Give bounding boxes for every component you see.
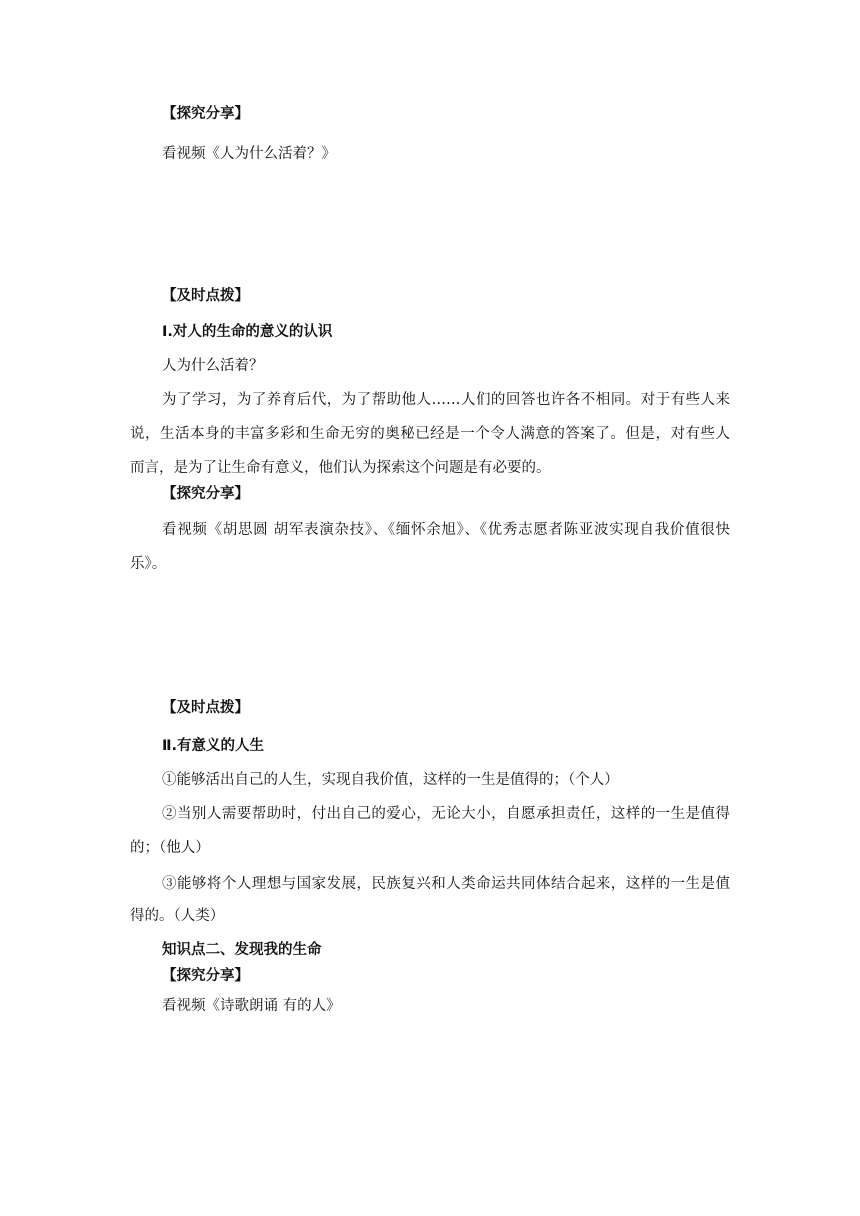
explore-text-3: 看视频《诗歌朗诵 有的人》 xyxy=(162,998,341,1014)
point-2-title: Ⅱ.有意义的人生 xyxy=(162,738,265,754)
point-2-item-2-line-1: ②当别人需要帮助时，付出自己的爱心，无论大小，自愿承担责任，这样的一生是值得 xyxy=(162,806,730,822)
point-1-paragraph-line-1: 为了学习，为了养育后代，为了帮助他人……人们的回答也许各不相同。对于有些人来 xyxy=(162,392,730,408)
explore-text-2-line-2: 乐》。 xyxy=(130,556,167,572)
explore-heading-2: 【探究分享】 xyxy=(162,486,249,502)
point-1-paragraph-line-2: 说，生活本身的丰富多彩和生命无穷的奥秘已经是一个令人满意的答案了。但是，对有些人 xyxy=(130,426,730,442)
explore-text-1: 看视频《人为什么活着？》 xyxy=(162,146,336,162)
point-2-item-3-line-1: ③能够将个人理想与国家发展，民族复兴和人类命运共同体结合起来，这样的一生是值 xyxy=(162,876,730,892)
explore-heading-3: 【探究分享】 xyxy=(162,968,249,984)
explore-text-2-line-1: 看视频《胡思圆 胡军表演杂技》、《缅怀余旭》、《优秀志愿者陈亚波实现自我价值很快 xyxy=(162,522,730,538)
explore-heading-1: 【探究分享】 xyxy=(162,106,249,122)
point-1-paragraph-line-3: 而言，是为了让生命有意义，他们认为探索这个问题是有必要的。 xyxy=(130,460,551,476)
tip-heading-2: 【及时点拨】 xyxy=(162,700,249,716)
point-1-title: Ⅰ.对人的生命的意义的认识 xyxy=(162,324,333,340)
tip-heading-1: 【及时点拨】 xyxy=(162,288,249,304)
knowledge-point-2-title: 知识点二、发现我的生命 xyxy=(162,942,322,958)
point-2-item-2-line-2: 的；（他人） xyxy=(130,840,210,856)
point-1-question: 人为什么活着？ xyxy=(162,358,264,374)
point-2-item-1: ①能够活出自己的人生，实现自我价值，这样的一生是值得的；（个人） xyxy=(162,772,619,788)
point-2-item-3-line-2: 得的。（人类） xyxy=(130,908,225,924)
